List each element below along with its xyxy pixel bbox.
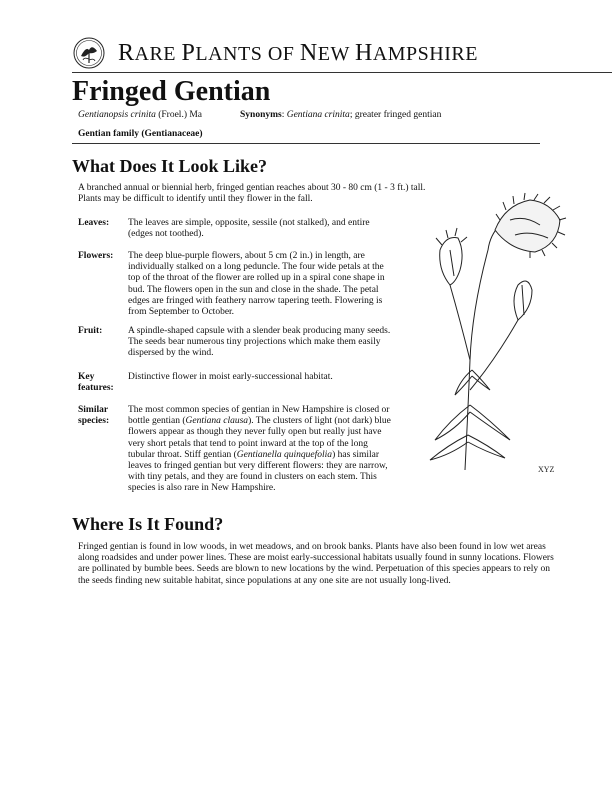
flowers-description: The deep blue-purple flowers, about 5 cm (2 in.) in length, are individually stalked on a long peduncle. The four wide petals at the top of the throat of the flower are rolled up in a spiral cone shape in bud. The flowers open in the sun and close in the shade. The petal edges are fringed with feathery narrow tapering teeth. Flowering is from September to October. bbox=[128, 251, 385, 318]
similar-scientific-2: Gentianella quinquefolia bbox=[236, 449, 333, 460]
similar-text-2: ). The clusters of light (not dark) blue flowers appear as though they never fully open but really just have very short petals that tend to point inward at the top of the long tubular throat. Stiff gentian ( bbox=[128, 416, 391, 460]
series-title-part3: EW bbox=[317, 43, 355, 65]
key-features-description: Distinctive flower in moist early-successional habitat. bbox=[128, 372, 333, 382]
series-title-n: N bbox=[299, 40, 318, 66]
series-title-p: P bbox=[181, 40, 196, 66]
synonym-common: ; greater fringed gentian bbox=[349, 110, 442, 120]
synonym-scientific: Gentiana crinita bbox=[286, 110, 350, 120]
series-title-r: R bbox=[118, 40, 135, 66]
series-title-part1: ARE bbox=[134, 43, 182, 65]
header-divider bbox=[72, 72, 612, 73]
artist-initials: XYZ bbox=[538, 465, 555, 474]
similar-text-1: The most common species of gentian in New Hampshire is closed or bottle gentian ( bbox=[128, 405, 390, 427]
leaves-description: The leaves are simple, opposite, sessile (not stalked), and entire (edges not toothed). bbox=[128, 218, 370, 240]
flower-seal-icon bbox=[72, 36, 106, 70]
similar-species-description bbox=[128, 405, 394, 495]
fruit-label: Fruit: bbox=[78, 326, 103, 336]
title-divider bbox=[72, 143, 540, 144]
key-features-label: Key features: bbox=[78, 372, 114, 394]
family-name: Gentian family (Gentianaceae) bbox=[78, 129, 203, 139]
fringed-gentian-drawing bbox=[410, 190, 570, 480]
page-title: Fringed Gentian bbox=[72, 76, 271, 107]
synonyms bbox=[240, 110, 441, 120]
intro-paragraph: A branched annual or biennial herb, fringed gentian reaches about 30 - 80 cm (1 - 3 ft.) tall. Plants may be difficult to identify until they flower in the fall. bbox=[78, 183, 426, 205]
flowers-label: Flowers: bbox=[78, 251, 114, 261]
fruit-description: A spindle-shaped capsule with a slender beak producing many seeds. The seeds bear numerous tiny projections which make them easily dispersed by the wind. bbox=[128, 326, 391, 359]
scientific-name-authority: (Froel.) Ma bbox=[155, 110, 203, 120]
synonyms-label: Synonyms bbox=[240, 110, 282, 120]
section-heading-look: What Does It Look Like? bbox=[72, 156, 268, 176]
scientific-name-binomial: Gentianopsis crinita bbox=[78, 110, 156, 120]
similar-text-3: ) has similar leaves to fringed gentian but very different flowers: they are narrow, with tiny petals, and they are found in clusters on each stem. This species is also rare in New Hampshire. bbox=[128, 449, 388, 494]
similar-scientific-1: Gentiana clausa bbox=[185, 416, 249, 427]
similar-species-label: Similar species: bbox=[78, 405, 110, 427]
habitat-paragraph: Fringed gentian is found in low woods, in wet meadows, and on brook banks. Plants have also been found in low wet areas along roadsides and under power lines. These are moist early-successional habitats usually found in sunny locations. Flowers are pollinated by bumble bees. Seeds are blown to new locations by the wind. Perpetuation of this species appears to rely on the seeds finding new suitable habitat, since populations at any one site are not usually long-lived. bbox=[78, 542, 554, 586]
series-title-h: H bbox=[354, 40, 373, 66]
leaves-label: Leaves: bbox=[78, 218, 110, 228]
scientific-name bbox=[78, 110, 202, 120]
series-title bbox=[118, 40, 478, 67]
series-title-part2: LANTS OF bbox=[195, 43, 300, 65]
series-title-part4: AMPSHIRE bbox=[372, 43, 478, 65]
section-heading-found: Where Is It Found? bbox=[72, 514, 224, 534]
synonyms-separator: : bbox=[281, 110, 287, 120]
